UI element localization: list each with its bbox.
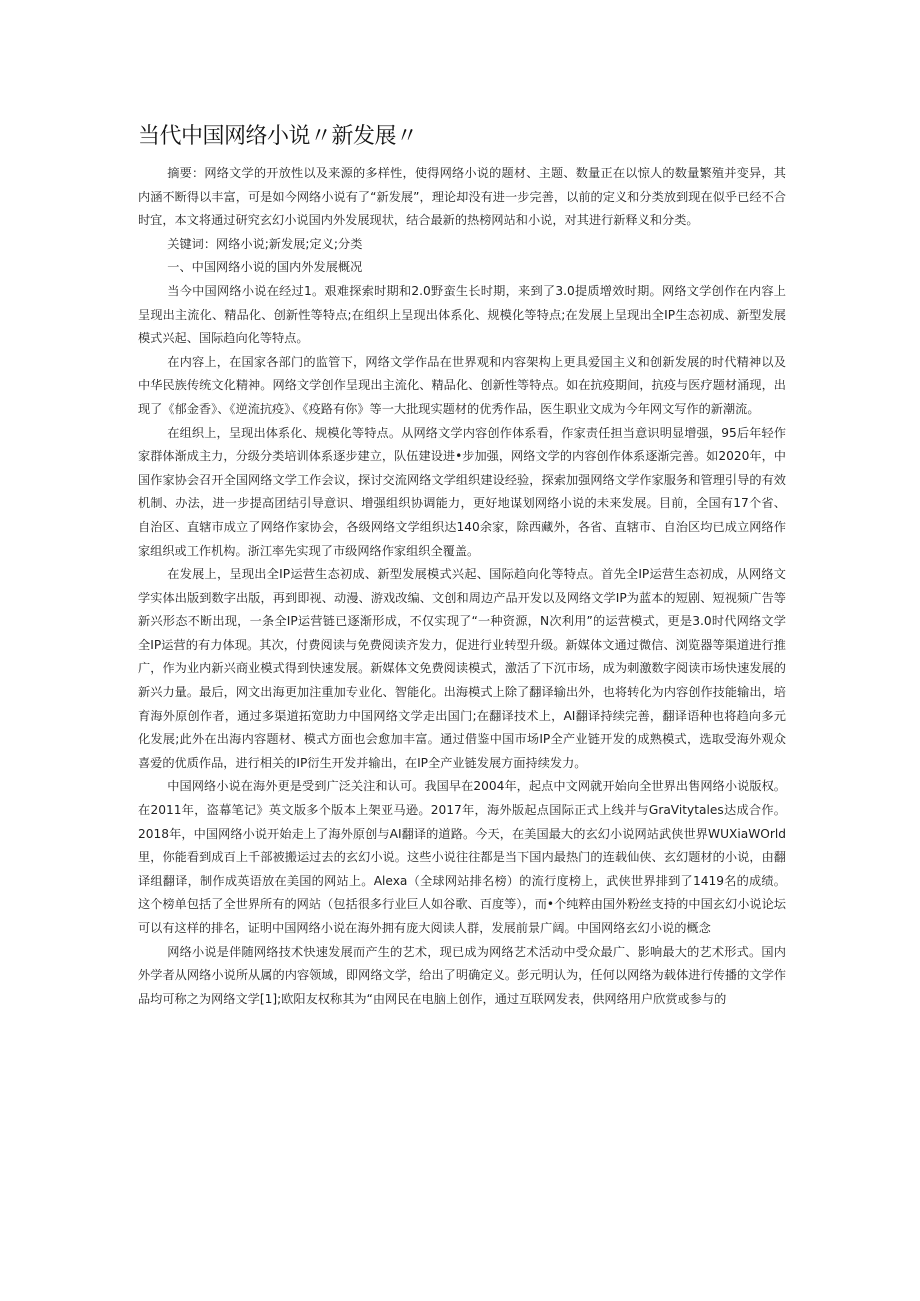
keywords-paragraph: 关键词：网络小说;新发展;定义;分类: [167, 236, 363, 251]
body-paragraph: 在内容上，在国家各部门的监管下，网络文学作品在世界观和内容架构上更具爱国主义和创新发展的时代精神以及中华民族传统文化精神。网络文学创作呈现出主流化、精品化、创新性等特点。如在抗疫期间，抗疫与医疗题材涌现，出现了《郁金香》、《逆流抗疫》、《疫路有你》等一大批现实题材的优秀作品，医生职业文成为今年网文写作的新潮流。: [138, 354, 786, 416]
body-paragraph: 网络小说是伴随网络技术快速发展而产生的艺术，现已成为网络艺术活动中受众最广、影响最大的艺术形式。国内外学者从网络小说所从属的内容领域，即网络文学，给出了明确定义。彭元明认为，任何以网络为载体进行传播的文学作品均可称之为网络文学[1];欧阳友权称其为“由网民在电脑上创作，通过互联网发表，供网络用户欣赏或参与的: [138, 944, 786, 1006]
body-paragraph: 当今中国网络小说在经过1。艰难探索时期和2.0野蛮生长时期，来到了3.0提质增效时期。网络文学创作在内容上呈现出主流化、精品化、创新性等特点;在组织上呈现出体系化、规模化等特点;在发展上呈现出全IP生态初成、新型发展模式兴起、国际趋向化等特点。: [138, 283, 786, 346]
section-heading: 一、中国网络小说的国内外发展概况: [167, 260, 363, 275]
document-body: [138, 162, 786, 1011]
body-paragraph: 在组织上，呈现出体系化、规模化等特点。从网络文学内容创作体系看，作家责任担当意识明显增强，95后年轻作家群体渐成主力，分级分类培训体系逐步建立，队伍建设进•步加强，网络文学的内容创作体系逐渐完善。如2020年，中国作家协会召开全国网络文学工作会议，探讨交流网络文学组织建设经验，探索加强网络文学作家服务和管理引导的有效机制、办法，进一步提高团结引导意识、增强组织协调能力，更好地谋划网络小说的未来发展。目前，全国有17个省、自治区、直辖市成立了网络作家协会，各级网络文学组织达140余家，除西藏外，各省、直辖市、自治区均已成立网络作家组织或工作机构。浙江率先实现了市级网络作家组织全覆盖。: [138, 425, 786, 558]
abstract-paragraph: 摘要：网络文学的开放性以及来源的多样性，使得网络小说的题材、主题、数量正在以惊人的数量繁殖并变异，其内涵不断得以丰富，可是如今网络小说有了“新发展”，理论却没有进一步完善，以前的定义和分类放到现在似乎已经不合时宜，本文将通过研究玄幻小说国内外发展现状，结合最新的热榜网站和小说，对其进行新释义和分类。: [138, 166, 786, 228]
body-paragraph: 中国网络小说在海外更是受到广泛关注和认可。我国早在2004年，起点中文网就开始向全世界出售网络小说版权。在2011年，盗幕笔记》英文版多个版本上架亚马逊。2017年，海外版起点国际正式上线并与GraVitytales达成合作。2018年，中国网络小说开始走上了海外原创与AI翻译的道路。今天，在美国最大的玄幻小说网站武侠世界WUXiaWOrld里，你能看到成百上千部被搬运过去的玄幻小说。这些小说往往都是当下国内最热门的连载仙侠、玄幻题材的小说，由翻译组翻译，制作成英语放在美国的网站上。Alexa（全球网站排名榜）的流行度榜上，武侠世界排到了1419名的成绩。这个榜单包括了全世界所有的网站（包括很多行业巨人如谷歌、百度等），而•个纯粹由国外粉丝支持的中国玄幻小说论坛可以有这样的排名，证明中国网络小说在海外拥有庞大阅读人群，发展前景广阔。中国网络玄幻小说的概念: [138, 779, 786, 935]
body-paragraph: 在发展上，呈现出全IP运营生态初成、新型发展模式兴起、国际趋向化等特点。首先全IP运营生态初成，从网络文学实体出版到数字出版，再到即视、动漫、游戏改编、文创和周边产品开发以及网络文学IP为蓝本的短剧、短视频广告等新兴形态不断出现，一条全IP运营链已逐渐形成，不仅实现了“一种资源，N次利用”的运营模式，更是3.0时代网络文学全IP运营的有力体现。其次，付费阅读与免费阅读齐发力，促进行业转型升级。新媒体文通过微信、浏览器等渠道进行推广，作为业内新兴商业模式得到快速发展。新媒体文免费阅读模式，激活了下沉市场，成为刺激数字阅读市场快速发展的新兴力量。最后，网文出海更加注重加专业化、智能化。出海模式上除了翻译输出外，也将转化为内容创作技能输出，培育海外原创作者，通过多渠道拓宽助力中国网络文学走出国门;在翻译技术上，AI翻译持续完善，翻译语种也将趋向多元化发展;此外在出海内容题材、模式方面也会愈加丰富。通过借鉴中国市场IP全产业链开发的成熟模式，选取受海外观众喜爱的优质作品，进行相关的IP衍生开发并输出，在IP全产业链发展方面持续发力。: [138, 567, 786, 770]
document-title: 当代中国网络小说〃新发展〃: [138, 124, 418, 149]
